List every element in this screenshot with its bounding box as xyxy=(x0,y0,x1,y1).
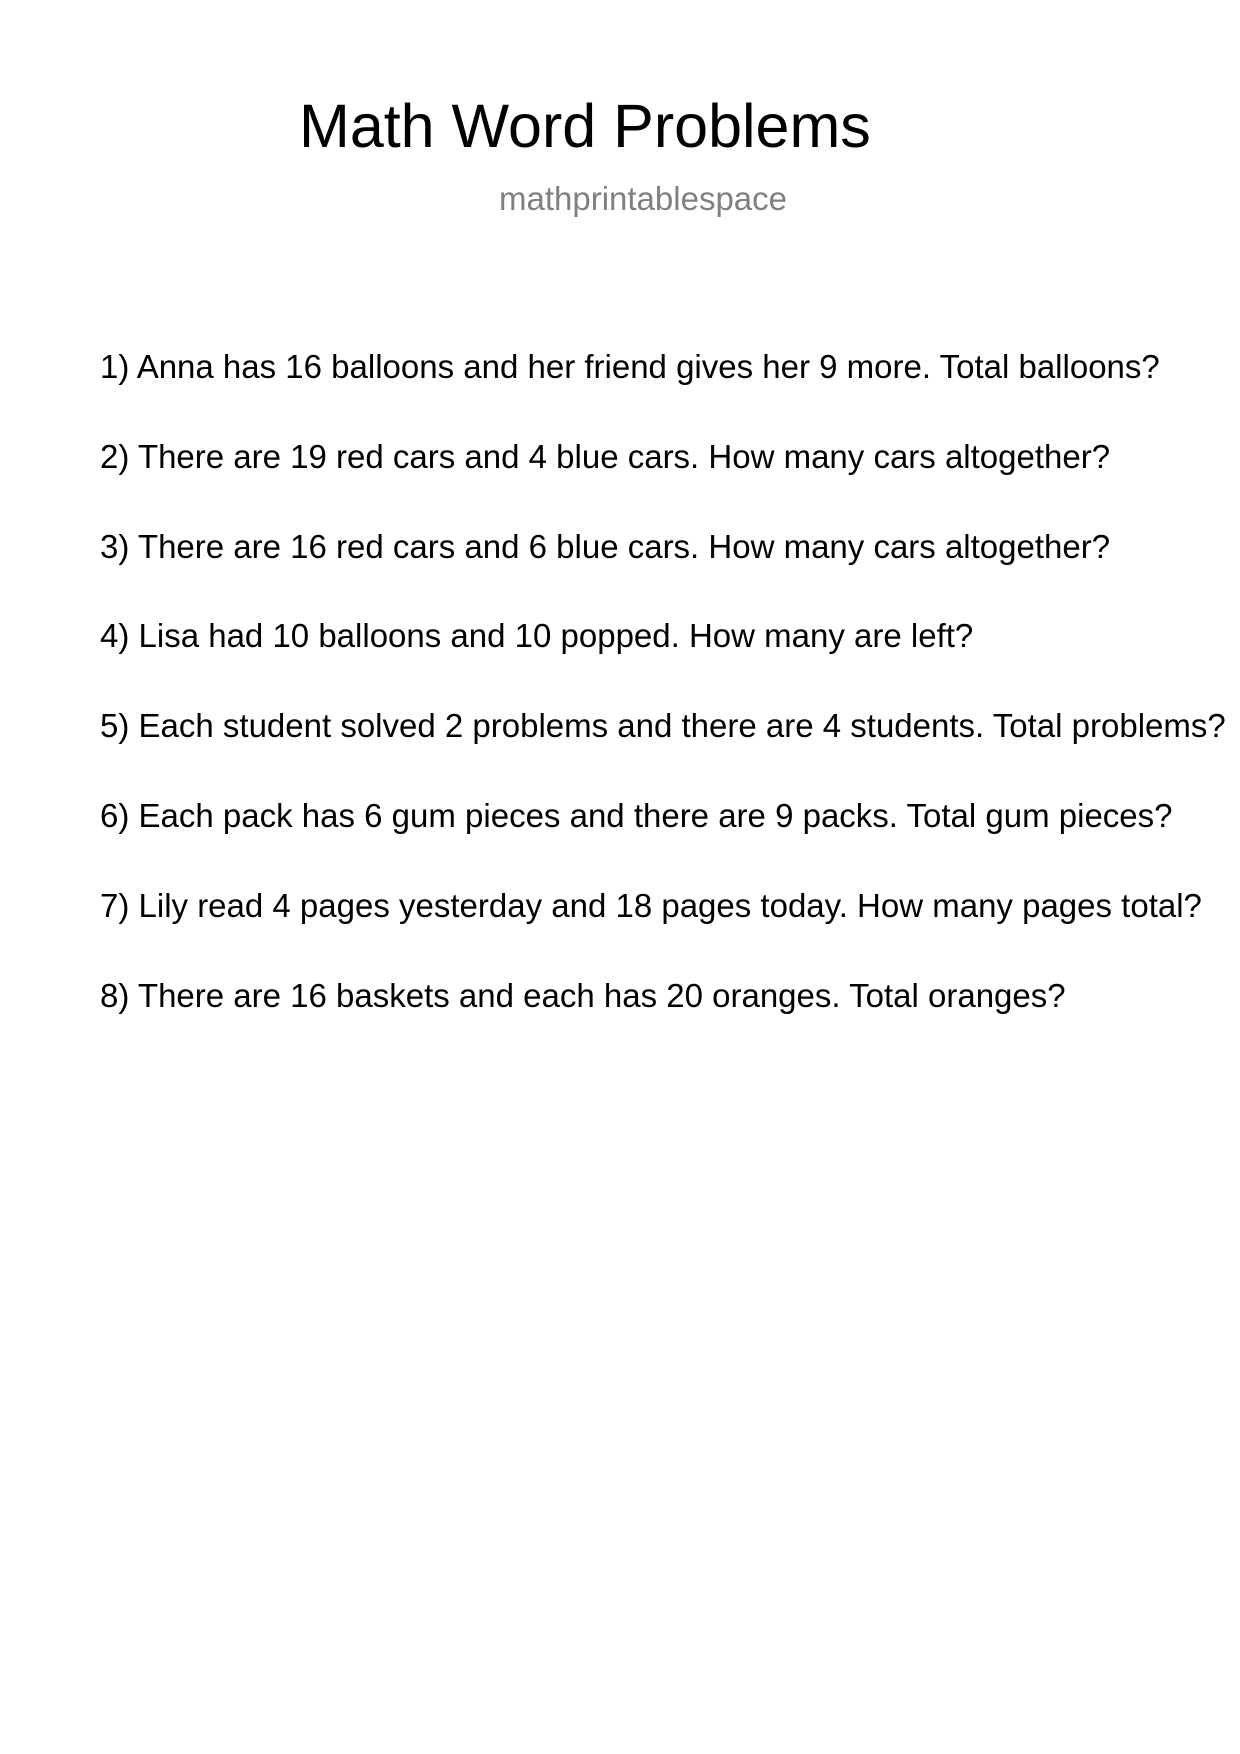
problem-item: 3) There are 16 red cars and 6 blue cars. How many cars altogether? xyxy=(100,527,1111,565)
problem-item: 2) There are 19 red cars and 4 blue cars. How many cars altogether? xyxy=(100,437,1111,475)
problem-item: 1) Anna has 16 balloons and her friend gives her 9 more. Total balloons? xyxy=(100,348,1160,385)
problem-item: 7) Lily read 4 pages yesterday and 18 pages today. How many pages total? xyxy=(100,886,1202,924)
problem-item: 6) Each pack has 6 gum pieces and there are 9 packs. Total gum pieces? xyxy=(100,796,1173,834)
page-subtitle: mathprintablespace xyxy=(499,180,788,217)
problem-list xyxy=(100,350,1226,1068)
page-title: Math Word Problems xyxy=(299,92,871,160)
problem-item: 4) Lisa had 10 balloons and 10 popped. How many are left? xyxy=(100,617,974,655)
problem-item: 5) Each student solved 2 problems and there are 4 students. Total problems? xyxy=(100,707,1226,745)
problem-item: 8) There are 16 baskets and each has 20 oranges. Total oranges? xyxy=(100,976,1066,1014)
